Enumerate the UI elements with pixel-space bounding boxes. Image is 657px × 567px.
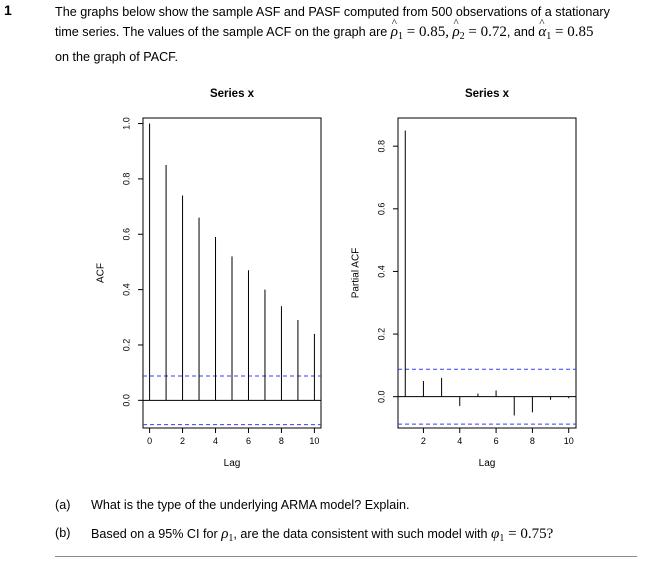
part-b-text: Based on a 95% CI for $\rho_1$, are the data consistent with such model with $\varphi_1 = 0.75$?	[91, 526, 554, 544]
and-text: , and	[506, 25, 535, 39]
chart1-xtick-label-0: 0	[147, 436, 153, 446]
chart2-ytick-label-3: 0.6	[376, 202, 387, 216]
rho1-expression: ^ $\rho_1 = 0.85$,	[391, 24, 449, 40]
chart1-ytick-label-1: 0.2	[121, 338, 132, 352]
intro-line-3: on the graph of PACF.	[55, 50, 178, 64]
chart1-ytick-label-5: 1.0	[121, 117, 132, 130]
chart1-xtick-label-6: 6	[245, 436, 251, 446]
chart1-xlabel: Lag	[223, 458, 241, 469]
chart1-title: Series x	[209, 88, 255, 100]
intro-line-1: The graphs below show the sample ASF and PASF computed from 500 observations of a stationary	[55, 5, 610, 19]
chart1-ylabel: ACF	[95, 263, 107, 283]
chart2-ytick-label-0: 0.0	[376, 390, 387, 403]
chart1-xtick-label-10: 10	[309, 436, 320, 446]
alpha1-expression: ^ $\alpha_1 = 0.85$	[538, 24, 593, 40]
intro-line-2-text: time series. The values of the sample ACF on the graph are	[55, 25, 388, 39]
part-b	[55, 526, 554, 544]
chart2-xtick-label-8: 8	[529, 436, 535, 446]
chart2-ytick-label-1: 0.2	[376, 327, 387, 341]
rho2-expression: ^ $\rho_2 = 0.72$	[452, 24, 506, 40]
bottom-rule	[55, 556, 637, 557]
chart1-ytick-label-3: 0.6	[121, 227, 132, 241]
chart2-xtick-label-10: 10	[563, 436, 574, 446]
chart1-ytick-label-2: 0.4	[121, 283, 132, 296]
part-b-label: (b)	[55, 526, 71, 540]
chart2-ytick-label-4: 0.8	[376, 139, 387, 153]
chart1-ytick-label-0: 0.0	[121, 394, 132, 407]
part-a-label: (a)	[55, 498, 71, 512]
chart1-xtick-label-8: 8	[278, 436, 284, 446]
chart2-plot-frame	[398, 118, 576, 428]
chart1-ytick-label-4: 0.8	[121, 172, 132, 186]
chart2-xtick-label-2: 2	[420, 436, 426, 446]
chart2-xtick-label-4: 4	[457, 436, 463, 446]
chart2-ylabel: Partial ACF	[350, 247, 362, 299]
chart1-xtick-label-4: 4	[213, 436, 219, 446]
part-a-text: What is the type of the underlying ARMA model? Explain.	[91, 498, 410, 512]
chart2-ytick-label-2: 0.4	[376, 265, 387, 278]
part-a	[55, 498, 410, 512]
chart2-title: Series x	[464, 88, 510, 100]
chart2-xtick-label-6: 6	[493, 436, 499, 446]
chart1-xtick-label-2: 2	[180, 436, 186, 446]
chart2-xlabel: Lag	[478, 458, 496, 469]
question-number: 1	[4, 2, 12, 18]
